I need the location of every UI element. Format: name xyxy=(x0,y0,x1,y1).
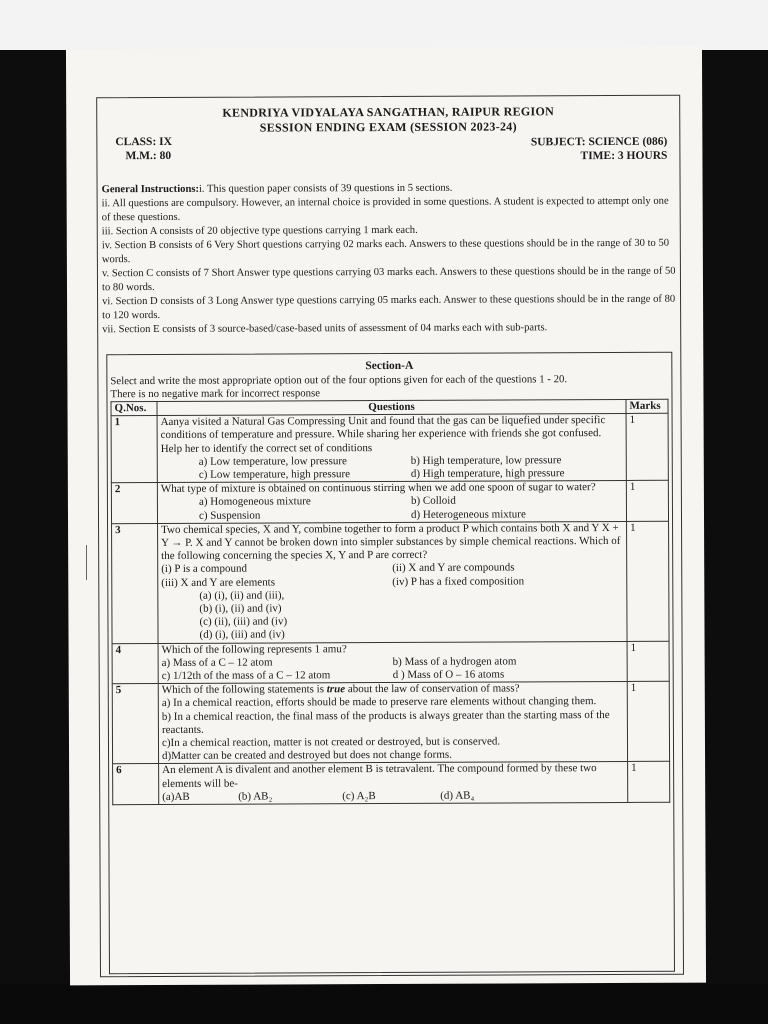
option: (a) (i), (ii) and (iii), xyxy=(199,589,285,602)
statement: (ii) X and Y are compounds xyxy=(392,561,515,575)
q-body xyxy=(158,682,627,764)
exam-paper xyxy=(66,47,706,986)
table-row xyxy=(111,413,668,482)
org-title: KENDRIYA VIDYALAYA SANGATHAN, RAIPUR REGION xyxy=(222,104,555,120)
instruction-2: ii. All questions are compulsory. However, an internal choice is provided in some questions. A student is expected to attempt only one of these questions. xyxy=(101,195,669,224)
option: a) In a chemical reaction, efforts should be made to preserve rare elements without changing them. xyxy=(161,695,597,710)
option: b) In a chemical reaction, the final mass of the products is always greater than the starting mass of the reactants. xyxy=(161,708,610,736)
q-marks: 1 xyxy=(627,521,670,641)
instruction-7: vii. Section E consists of 3 source-based/case-based units of assessment of 04 marks each with sub-parts. xyxy=(102,322,548,336)
emphasis-true: true xyxy=(326,683,346,696)
paper-fold-mark xyxy=(86,545,87,580)
q-number: 6 xyxy=(113,764,159,805)
page-frame xyxy=(96,95,684,978)
q-statements xyxy=(161,561,623,589)
option: c)In a chemical reaction, matter is not created or destroyed, but is conserved. xyxy=(161,735,501,750)
q-text: Two chemical species, X and Y, combine together to form a product P which contains both X and Y X + Y → P. X and Y cannot be broken down into simpler substances by simple chemical reactions. Which of the following concerning the species X, Y and P are correct? xyxy=(161,521,621,563)
option: d) Heterogeneous mixture xyxy=(410,508,526,521)
q-number: 2 xyxy=(111,483,157,524)
exam-title: SESSION ENDING EXAM (SESSION 2023-24) xyxy=(259,119,517,135)
table-row xyxy=(112,521,670,643)
instruction-4: iv. Section B consists of 6 Very Short questions carrying 02 marks each. Answers to these questions should be in the range of 30 to 50 words. xyxy=(101,237,670,266)
instruction-3: iii. Section A consists of 20 objective type questions carrying 1 mark each. xyxy=(101,224,418,238)
q-body xyxy=(158,641,627,684)
option: d ) Mass of O – 16 atoms xyxy=(392,668,505,682)
q-body xyxy=(159,762,628,805)
section-title: Section-A xyxy=(365,359,414,373)
option: b) High temperature, low pressure xyxy=(410,454,562,467)
q-options xyxy=(162,789,624,804)
option: (b) (i), (ii) and (iv) xyxy=(199,602,282,615)
q-text: Which of the following represents 1 amu? xyxy=(161,642,347,656)
instruction-6: vi. Section D consists of 3 Long Answer type questions carrying 05 marks each. Answer to these questions should be in the range of 80 to 120 words. xyxy=(102,293,676,322)
option: (c) A₂B xyxy=(342,789,376,803)
instruction-1: General Instructions:i. This question paper consists of 39 questions in 5 sections. xyxy=(101,182,453,196)
section-a-box xyxy=(106,352,675,974)
option: b) Colloid xyxy=(410,495,456,508)
option: c) 1/12th of the mass of a C – 12 atom xyxy=(161,669,331,683)
time-label: TIME: 3 HOURS xyxy=(580,149,668,163)
statement: (i) P is a compound xyxy=(161,563,248,576)
questions-table xyxy=(110,399,670,806)
q-text: An element A is divalent and another element B is tetravalent. The compound formed by these two elements will be- xyxy=(162,762,597,790)
q-number: 3 xyxy=(112,523,159,643)
col-qno: Q.Nos. xyxy=(111,401,157,415)
option: a) Homogeneous mixture xyxy=(198,495,311,509)
general-instructions xyxy=(102,181,677,338)
q-number: 4 xyxy=(112,643,158,684)
option: (c) (ii), (iii) and (iv) xyxy=(199,615,288,629)
q-options xyxy=(161,494,623,522)
option: (d) (i), (iii) and (iv) xyxy=(199,628,285,642)
instruction-5: v. Section C consists of 7 Short Answer type questions carrying 03 marks each. Answers to these questions should be in the range of 50 to 80 words. xyxy=(101,265,676,294)
option: d) High temperature, high pressure xyxy=(410,467,565,480)
statement: (iv) P has a fixed composition xyxy=(392,575,525,588)
table-row xyxy=(111,480,668,523)
option: c) Low temperature, high pressure xyxy=(198,468,351,481)
q-text: Which of the following statements is true about the law of conservation of mass? xyxy=(161,682,520,697)
option: d)Matter can be created and destroyed but does not change forms. xyxy=(162,748,452,763)
q-options xyxy=(161,454,623,482)
max-marks-label: M.M.: 80 xyxy=(125,149,172,163)
class-label: CLASS: IX xyxy=(115,135,172,149)
statement: (iii) X and Y are elements xyxy=(161,576,276,589)
q-text: What type of mixture is obtained on continuous stirring when we add one spoon of sugar to water? xyxy=(160,481,596,496)
col-marks: Marks xyxy=(626,399,668,413)
q-options xyxy=(161,588,623,643)
col-questions: Questions xyxy=(157,399,626,415)
q-text: Aanya visited a Natural Gas Compressing Unit and found that the gas can be liquefied under specific conditions of temperature and pressure. While sharing her experience with friends she got confused. Help her to identify the correct set of conditions xyxy=(160,414,606,455)
table-row xyxy=(112,682,669,765)
option: (b) AB₂ xyxy=(238,790,273,803)
q-body xyxy=(157,414,626,483)
q-marks: 1 xyxy=(627,682,669,762)
q-number: 1 xyxy=(111,416,157,483)
table-row xyxy=(112,641,669,684)
instructions-lead: General Instructions: xyxy=(101,183,200,196)
q-body xyxy=(157,481,626,524)
q-marks: 1 xyxy=(626,480,668,521)
option: b) Mass of a hydrogen atom xyxy=(392,655,517,668)
table-row xyxy=(113,762,670,805)
option: a) Mass of a C – 12 atom xyxy=(161,656,273,669)
option: c) Suspension xyxy=(198,509,261,522)
q-marks: 1 xyxy=(627,641,669,682)
option: (a)AB xyxy=(162,790,190,803)
q-body xyxy=(158,521,628,643)
top-background xyxy=(0,0,768,50)
option: a) Low temperature, low pressure xyxy=(198,454,347,468)
bottom-background xyxy=(0,984,768,1024)
q-marks: 1 xyxy=(626,413,668,480)
option: (d) AB₄ xyxy=(440,789,475,802)
section-note: Select and write the most appropriate option out of the four options given for each of the questions 1 - 20. There is no negative mark for incorrect response xyxy=(110,373,568,401)
q-marks: 1 xyxy=(628,762,670,803)
q-options xyxy=(162,655,624,683)
q-number: 5 xyxy=(112,684,158,764)
subject-label: SUBJECT: SCIENCE (086) xyxy=(530,135,668,149)
